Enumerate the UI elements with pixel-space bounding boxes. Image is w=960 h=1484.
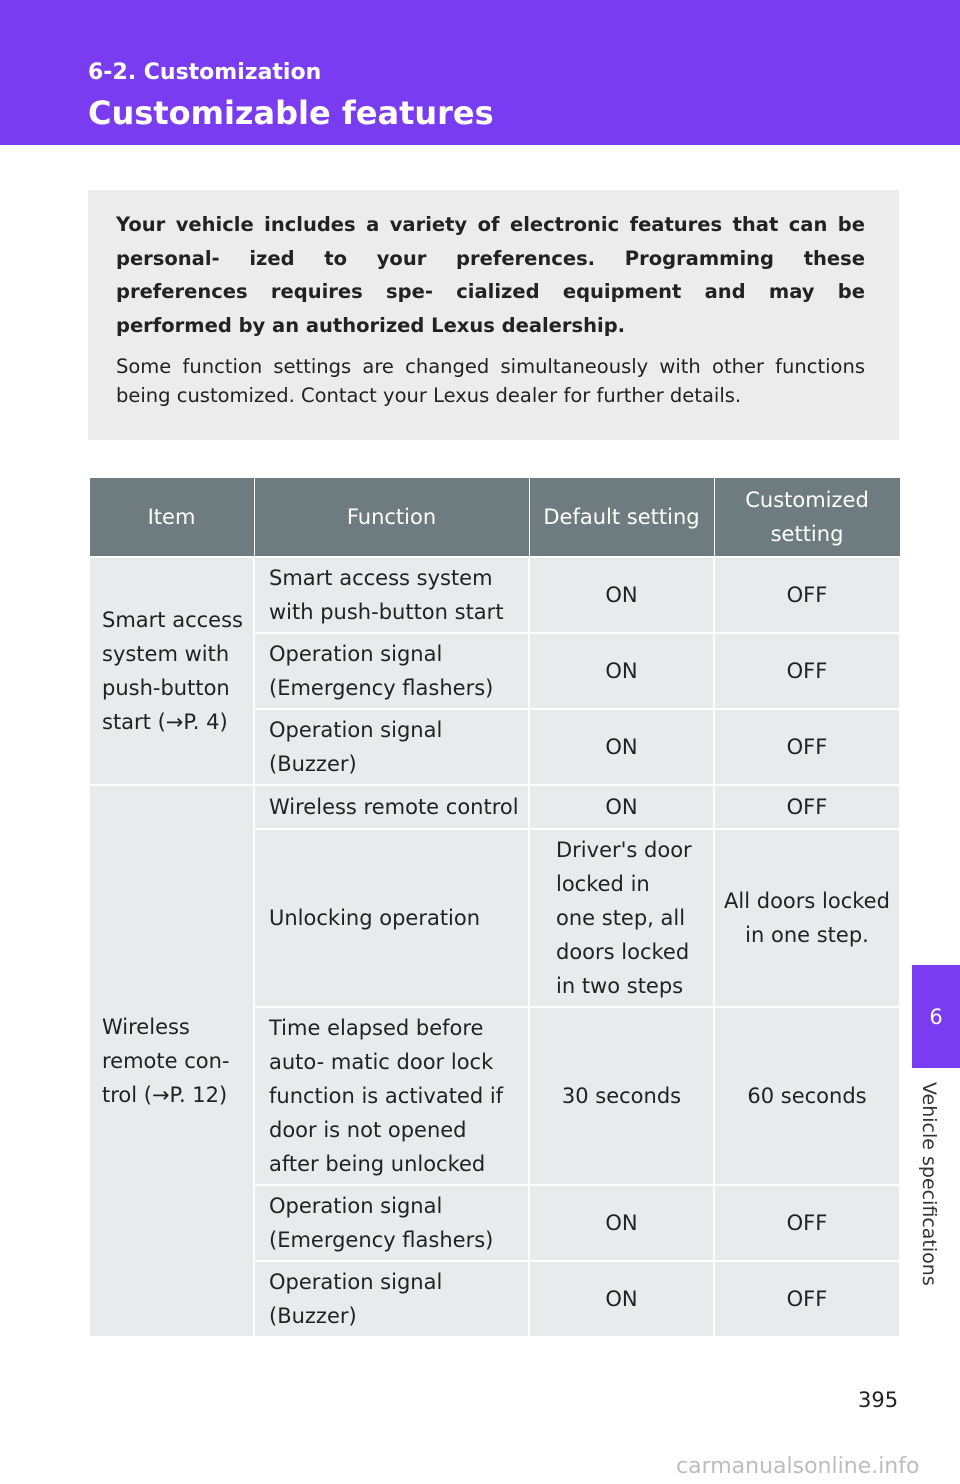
custom-cell: All doors locked in one step. [714, 829, 900, 1007]
page-number: 395 [858, 1388, 899, 1412]
function-cell: Unlocking operation [254, 829, 529, 1007]
page-title: Customizable features [88, 94, 494, 132]
header-bar [0, 0, 960, 145]
default-cell: Driver's door locked in one step, all doors locked in two steps [529, 829, 714, 1007]
intro-box [88, 190, 899, 440]
function-cell: Operation signal (Buzzer) [254, 709, 529, 785]
item-cell: Wireless remote con- trol (→P. 12) [89, 785, 254, 1337]
function-cell: Wireless remote control [254, 785, 529, 829]
section-label: 6-2. Customization [88, 60, 322, 85]
custom-cell: OFF [714, 557, 900, 633]
table-row [89, 557, 900, 633]
chapter-tab-label: Vehicle specifications [918, 1082, 940, 1286]
function-cell: Operation signal (Emergency flashers) [254, 1185, 529, 1261]
default-cell: ON [529, 633, 714, 709]
col-header-function: Function [254, 478, 529, 558]
col-header-default: Default setting [529, 478, 714, 558]
custom-cell: OFF [714, 785, 900, 829]
intro-note-text: Some function settings are changed simultaneously with other functions being customized. Contact your Lexus dealer for further details. [116, 355, 865, 407]
function-cell: Time elapsed before auto- matic door lock function is activated if door is not opened after being unlocked [254, 1007, 529, 1185]
table-header-row [89, 478, 900, 558]
custom-cell: OFF [714, 1261, 900, 1337]
function-cell: Operation signal (Buzzer) [254, 1261, 529, 1337]
default-cell: ON [529, 557, 714, 633]
col-header-item: Item [89, 478, 254, 558]
custom-cell: OFF [714, 1185, 900, 1261]
function-cell: Operation signal (Emergency flashers) [254, 633, 529, 709]
watermark: carmanualsonline.info [676, 1454, 920, 1479]
default-cell: ON [529, 785, 714, 829]
custom-cell: OFF [714, 709, 900, 785]
custom-cell: 60 seconds [714, 1007, 900, 1185]
table-row [89, 785, 900, 829]
item-cell: Smart access system with push-button start (→P. 4) [89, 557, 254, 785]
default-cell: ON [529, 1185, 714, 1261]
features-table [88, 477, 901, 1338]
default-cell: 30 seconds [529, 1007, 714, 1185]
chapter-tab[interactable]: 6 [912, 965, 960, 1068]
default-cell: ON [529, 1261, 714, 1337]
intro-bold-text: Your vehicle includes a variety of electronic features that can be personal- ized to your preferences. Programming these preferences requires spe- cialized equipment and may be performed by an authorized Lexus dealership. [116, 213, 865, 337]
default-cell: ON [529, 709, 714, 785]
custom-cell: OFF [714, 633, 900, 709]
function-cell: Smart access system with push-button start [254, 557, 529, 633]
col-header-customized: Customized setting [714, 478, 900, 558]
